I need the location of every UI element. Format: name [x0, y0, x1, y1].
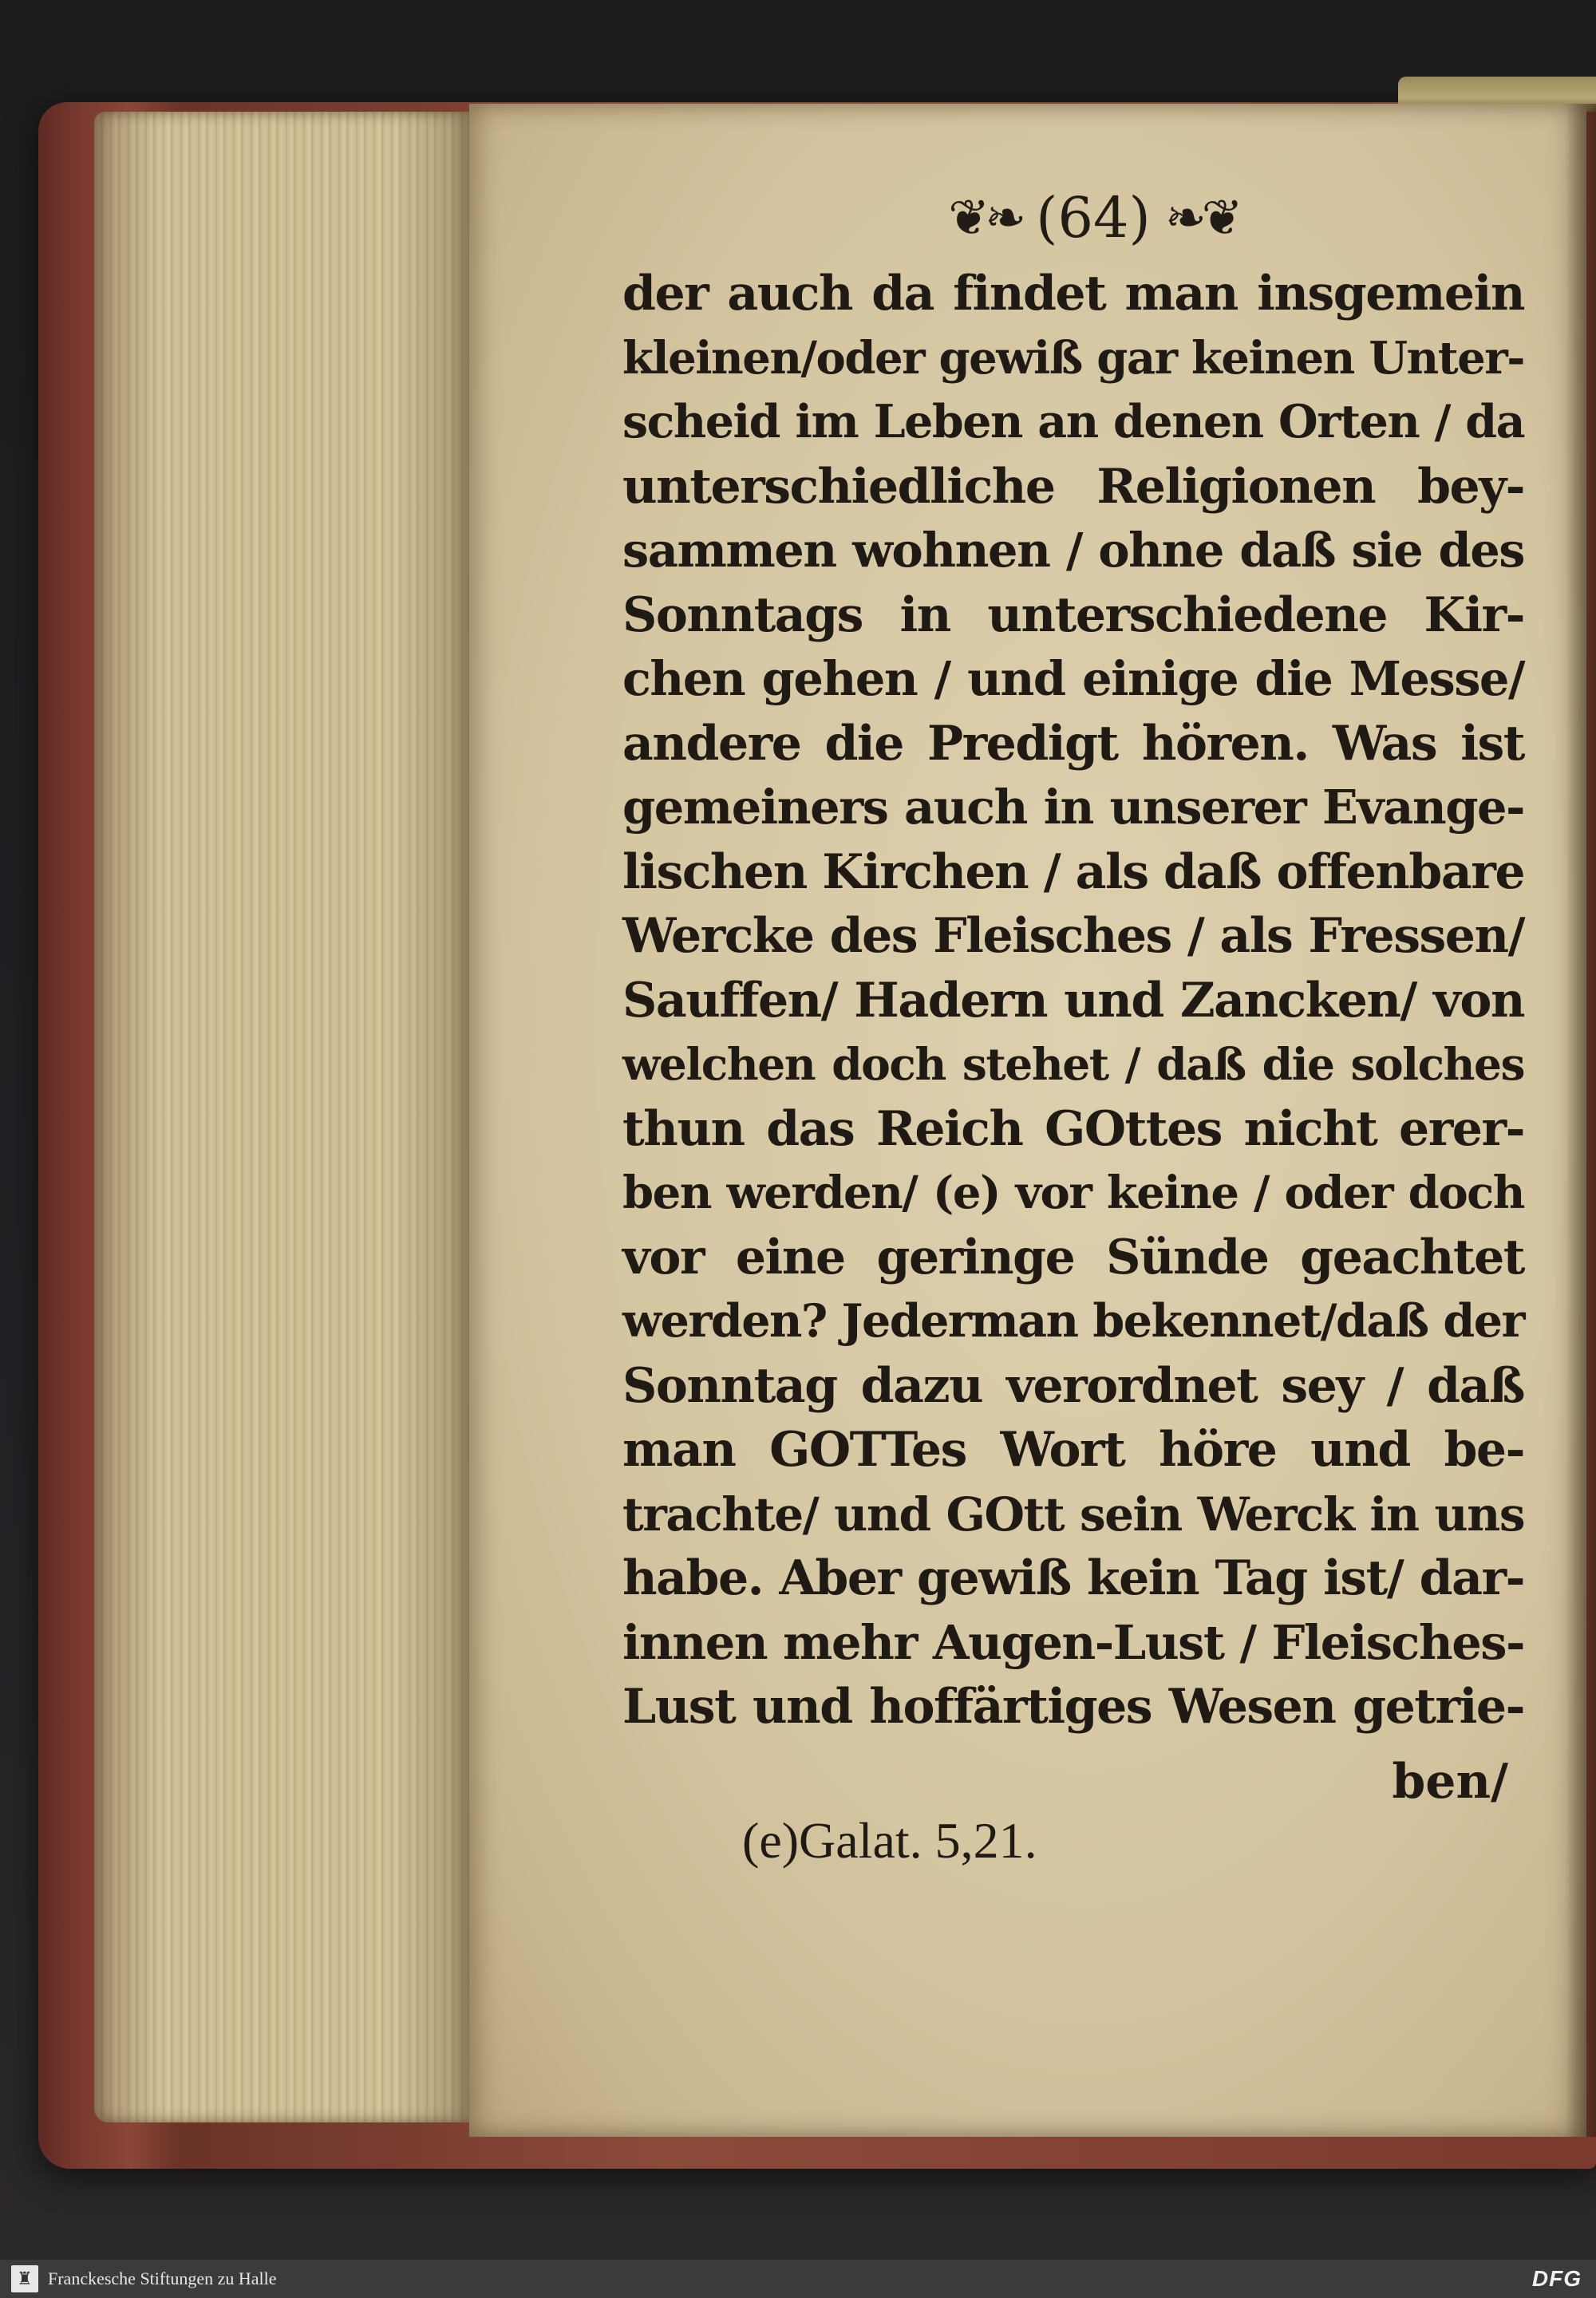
- text-line: kleinen/oder gewiß gar keinen Unter-: [622, 331, 1524, 385]
- text-line: unterschiedliche Religionen bey-: [622, 458, 1524, 515]
- text-line: habe. Aber gewiß kein Tag ist/ dar-: [622, 1550, 1524, 1606]
- text-line: ben werden/ (e) vor keine / oder doch: [622, 1167, 1524, 1219]
- viewer-footer: [0, 2260, 1596, 2298]
- text-line: der auch da findet man insgemein: [622, 266, 1524, 322]
- text-line: welchen doch stehet / daß die solches: [622, 1038, 1524, 1090]
- body-text: [622, 262, 1524, 1739]
- text-line: sammen wohnen / ohne daß sie des: [622, 523, 1524, 578]
- institution-name: Franckesche Stiftungen zu Halle: [48, 2268, 277, 2288]
- dfg-logo: DFG: [1531, 2266, 1582, 2291]
- text-line: Sonntags in unterschiedene Kir-: [622, 586, 1524, 643]
- text-line: gemeiners auch in unserer Evange-: [622, 780, 1524, 835]
- page-header: [894, 182, 1293, 254]
- text-line: werden? Jederman bekennet/daß der: [622, 1294, 1524, 1348]
- ornament-left-icon: ❦❧: [948, 188, 1022, 247]
- text-line: Sonntag dazu verordnet sey / daß: [622, 1357, 1524, 1414]
- text-line: andere die Predigt hören. Was ist: [622, 715, 1524, 772]
- text-line: innen mehr Augen-Lust / Fleisches-: [622, 1614, 1524, 1670]
- page-stack-shading: [94, 112, 469, 2122]
- text-line: man GOTTes Wort höre und be-: [622, 1422, 1524, 1478]
- text-line: Wercke des Fleisches / als Fressen/: [622, 908, 1524, 964]
- page-number: (64): [1036, 185, 1151, 251]
- text-line: vor eine geringe Sünde geachtet: [622, 1229, 1524, 1285]
- institution-logo-icon: ♜: [11, 2265, 38, 2292]
- text-line: chen gehen / und einige die Messe/: [622, 651, 1524, 706]
- text-line: Sauffen/ Hadern und Zancken/ von: [622, 972, 1524, 1029]
- text-line: lischen Kirchen / als daß offenbare: [622, 843, 1524, 900]
- text-line: trachte/ und GOtt sein Werck in uns: [622, 1487, 1524, 1542]
- footnote: (e)Galat. 5,21.: [742, 1812, 1037, 1869]
- text-line: Lust und hoffärtiges Wesen getrie-: [622, 1679, 1524, 1735]
- text-line: scheid im Leben an denen Orten / da: [622, 395, 1524, 448]
- text-line: thun das Reich GOttes nicht erer-: [622, 1100, 1524, 1157]
- ornament-right-icon: ❧❦: [1164, 188, 1238, 247]
- page-gutter-shadow: [1566, 104, 1596, 2137]
- catchword: ben/: [1392, 1754, 1508, 1810]
